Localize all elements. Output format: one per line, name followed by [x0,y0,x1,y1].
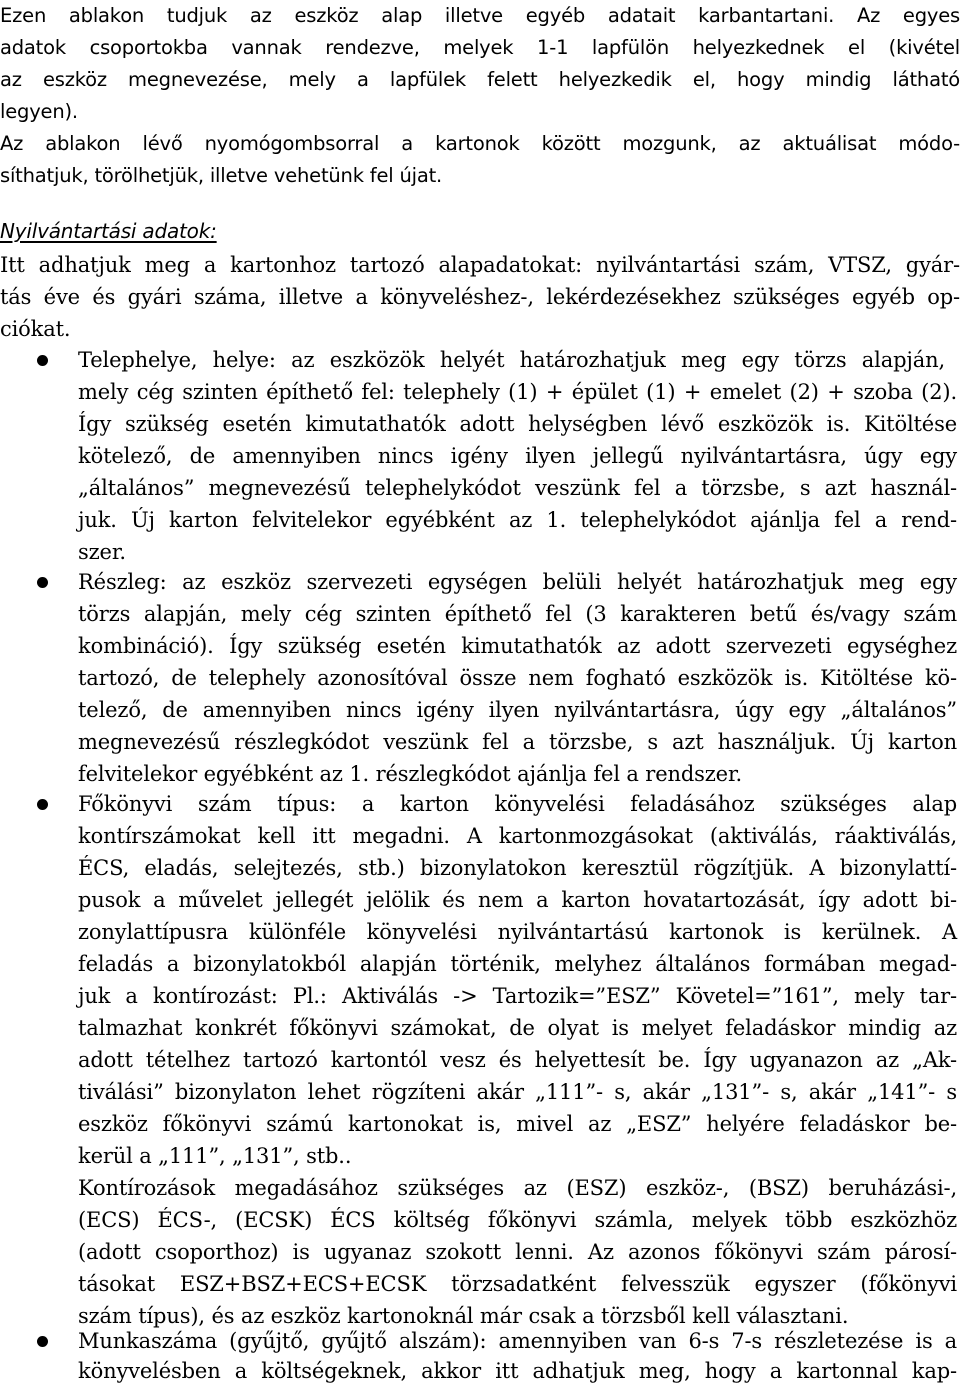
bullet-line: tiválási” bizonylaton lehet rögzíteni akár „111”- s, akár „131”- s, akár „141”- s [78,1080,957,1104]
section-intro-line: Itt adhatjuk meg a kartonhoz tartozó alapadatokat: nyilvántartási szám, VTSZ, gyár- [0,253,960,277]
bullet-continuation-line: tásokat ESZ+BSZ+ECS+ECSK törzsadatként felvesszük egyszer (főkönyvi [78,1272,957,1296]
bullet-continuation-line: (ECS) ÉCS-, (ECSK) ÉCS költség főkönyvi számla, melyek több eszközhöz [78,1208,957,1232]
intro-line: síthatjuk, törölhetjük, illetve vehetünk fel újat. [0,164,443,187]
bullet-continuation-line: (adott csoporthoz) is ugyanaz szokott lenni. Az azonos főkönyvi szám párosí- [78,1240,957,1264]
bullet-line: Részleg: az eszköz szervezeti egységen belüli helyét határozhatjuk meg egy [78,570,957,594]
bullet-line: pusok a művelet jellegét jelölik és nem a karton hovatartozását, így adott bi- [78,888,957,912]
bullet-line: ÉCS, eladás, selejtezés, stb.) bizonylatokon keresztül rögzítjük. A bizonylattí- [78,856,957,880]
bullet-line: törzs alapján, mely cég szinten építhető fel (3 karakteren betű és/vagy szám [78,602,957,626]
bullet-line: Így szükség esetén kimutathatók adott helységben lévő eszközök is. Kitöltése [78,412,957,436]
bullet-dot [37,799,48,810]
bullet-line: Főkönyvi szám típus: a karton könyvelési feladásához szükséges alap [78,792,957,816]
intro-line: adatok csoportokba vannak rendezve, melyek 1-1 lapfülön helyezkednek el (kivétel [0,36,960,59]
bullet-line: felvitelekor egyébként az 1. részlegkódot ajánlja fel a rendszer. [78,762,743,786]
bullet-dot [37,1336,48,1347]
intro-line: Ezen ablakon tudjuk az eszköz alap illetve egyéb adatait karbantartani. Az egyes [0,4,960,27]
section-heading-row [0,216,960,247]
bullet-line: Telephelye, helye: az eszközök helyét határozhatjuk meg egy törzs alapján, [78,348,945,372]
bullet-line: telező, de amennyiben nincs igény ilyen nyilvántartásra, úgy egy „általános” [78,698,957,722]
section-intro-line: tás éve és gyári száma, illetve a könyveléshez-, lekérdezésekhez szükséges egyéb op- [0,285,960,309]
section-intro-line: ciókat. [0,317,71,341]
bullet-line: talmazhat konkrét főkönyvi számokat, de olyat is melyet feladáskor mindig az [78,1016,957,1040]
intro-line: Az ablakon lévő nyomógombsorral a kartonok között mozgunk, az aktuálisat módo- [0,132,960,155]
bullet-line: zonylattípusra különféle könyvelési nyilvántartású kartonok is kerülnek. A [78,920,957,944]
bullet-line: könyvelésben a költségeknek, akkor itt adhatjuk meg, hogy a kartonnal kap- [78,1359,957,1383]
bullet-line: mely cég szinten építhető fel: telephely (1) + épület (1) + emelet (2) + szoba (2). [78,380,957,404]
bullet-line: tartozó, de telephely azonosítóval össze nem fogható eszközök is. Kitöltése kö- [78,666,957,690]
bullet-line: kötelező, de amennyiben nincs igény ilyen jellegű nyilvántartásra, úgy egy [78,444,957,468]
bullet-line: Munkaszáma (gyűjtő, gyűjtő alszám): amennyiben van 6-s 7-s részletezése is a [78,1329,957,1353]
bullet-line: eszköz főkönyvi számú kartonokat is, mivel az „ESZ” helyére feladáskor be- [78,1112,957,1136]
bullet-line: adott tételhez tartozó kartontól vesz és helyettesít be. Így ugyanazon az „Ak- [78,1048,957,1072]
bullet-line: juk a kontírozást: Pl.: Aktiválás -> Tartozik=”ESZ” Követel=”161”, mely tar- [78,984,957,1008]
bullet-continuation-line: Kontírozások megadásához szükséges az (ESZ) eszköz-, (BSZ) beruházási-, [78,1176,957,1200]
bullet-line: szer. [78,540,126,564]
bullet-dot [37,577,48,588]
bullet-line: kontírszámokat kell itt megadni. A kartonmozgásokat (aktiválás, ráaktiválás, [78,824,957,848]
intro-line: az eszköz megnevezése, mely a lapfülek felett helyezkedik el, hogy mindig látható [0,68,960,91]
intro-line: legyen). [0,100,78,123]
bullet-line: „általános” megnevezésű telephelykódot veszünk fel a törzsbe, s azt használ- [78,476,957,500]
bullet-line: juk. Új karton felvitelekor egyébként az 1. telephelykódot ajánlja fel a rend- [78,508,957,532]
bullet-line: megnevezésű részlegkódot veszünk fel a törzsbe, s azt használjuk. Új karton [78,730,957,754]
bullet-dot [37,355,48,366]
bullet-line: kombináció). Így szükség esetén kimutathatók az adott szervezeti egységhez [78,634,957,658]
bullet-line: kerül a „111”, „131”, stb.. [78,1144,352,1168]
section-heading: Nyilvántartási adatok: [0,219,217,243]
bullet-line: feladás a bizonylatokból alapján történik, melyhez általános formában megad- [78,952,957,976]
bullet-continuation-line: szám típus), és az eszköz kartonoknál már csak a törzsből kell választani. [78,1304,849,1328]
